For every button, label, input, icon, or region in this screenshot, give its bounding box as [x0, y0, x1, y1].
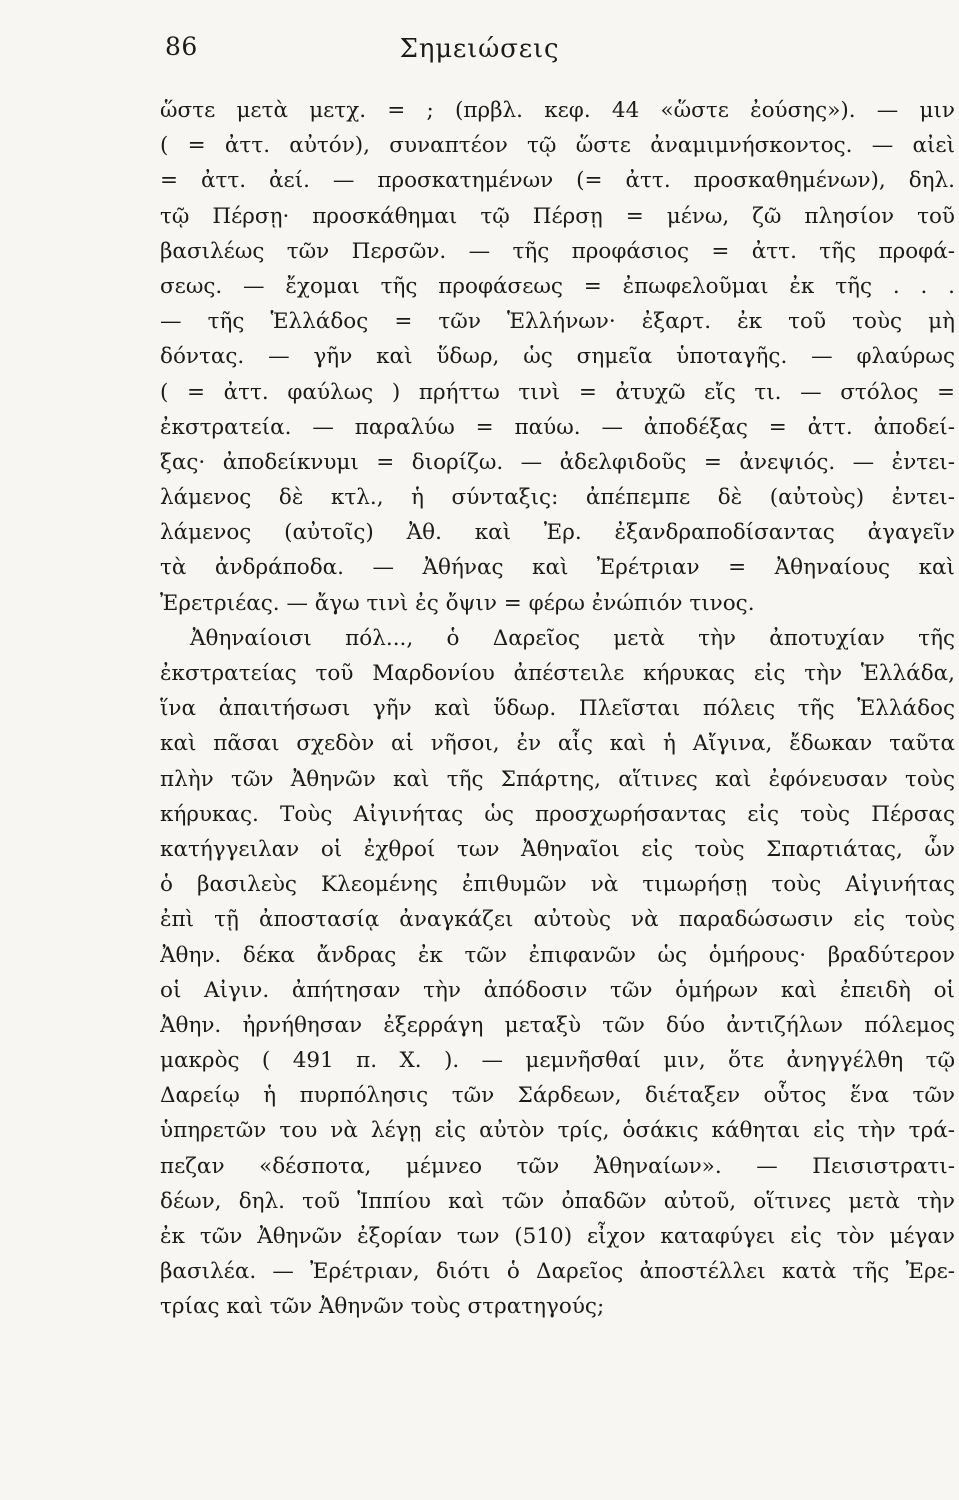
- text-line: σεως. — ἔχομαι τῆς προφάσεως = ἐπωφελοῦμαι ἐκ τῆς . . .: [160, 273, 955, 299]
- text-line: ἐπὶ τῇ ἀποστασίᾳ ἀναγκάζει αὐτοὺς νὰ παραδώσωσιν εἰς τοὺς: [160, 907, 955, 933]
- text-line: ἐκστρατείας τοῦ Μαρδονίου ἀπέστειλε κήρυκας εἰς τὴν Ἑλλάδα,: [160, 661, 955, 686]
- text-line: ἐκ τῶν Ἀθηνῶν ἐξορίαν των (510) εἶχον καταφύγει εἰς τὸν μέγαν: [160, 1224, 955, 1249]
- text-line: ( = ἀττ. φαύλως ) πρήττω τινὶ = ἀτυχῶ εἴς τι. — στόλος =: [160, 379, 955, 405]
- text-line: δόντας. — γῆν καὶ ὕδωρ, ὡς σημεῖα ὑποταγῆς. — φλαύρως: [160, 344, 955, 370]
- text-line: ( = ἀττ. αὐτόν), συναπτέον τῷ ὥστε ἀναμιμνήσκοντος. — αἰεὶ: [160, 133, 955, 159]
- text-line: βασιλέα. — Ἐρέτριαν, διότι ὁ Δαρεῖος ἀποστέλλει κατὰ τῆς Ἐρε-: [160, 1259, 955, 1285]
- text-line: μακρὸς ( 491 π. Χ. ). — μεμνῆσθαί μιν, ὅτε ἀνηγγέλθη τῷ: [160, 1048, 955, 1074]
- text-line: ὑπηρετῶν του νὰ λέγῃ εἰς αὐτὸν τρίς, ὁσάκις κάθηται εἰς τὴν τρά-: [160, 1118, 955, 1144]
- text-line: Δαρείῳ ἡ πυρπόλησις τῶν Σάρδεων, διέταξεν οὗτος ἕνα τῶν: [160, 1083, 955, 1109]
- text-line: βασιλέως τῶν Περσῶν. — τῆς προφάσιος = ἀττ. τῆς προφά-: [160, 238, 955, 264]
- text-line: κήρυκας. Τοὺς Αἰγινήτας ὡς προσχωρήσαντας εἰς τοὺς Πέρσας: [160, 801, 955, 827]
- page-header: [0, 28, 959, 68]
- text-line: ὥστε μετὰ μετχ. = ; (πρβλ. κεφ. 44 «ὥστε ἐούσης»). — μιν: [160, 98, 955, 123]
- text-line: ἐκστρατεία. — παραλύω = παύω. — ἀποδέξας = ἀττ. ἀποδεί-: [160, 414, 955, 440]
- text-line: καὶ πᾶσαι σχεδὸν αἱ νῆσοι, ἐν αἷς καὶ ἡ Αἴγινα, ἔδωκαν ταῦτα: [160, 731, 955, 757]
- text-line: λάμενος (αὐτοῖς) Ἀθ. καὶ Ἐρ. ἐξανδραποδίσαντας ἀγαγεῖν: [160, 520, 955, 546]
- notes-text-block: [160, 93, 955, 1325]
- running-title: Σημειώσεις: [399, 34, 560, 64]
- text-line: Ἐρετριέας. — ἄγω τινὶ ἐς ὄψιν = φέρω ἐνώπιόν τινος.: [160, 590, 755, 616]
- text-line: τῷ Πέρσῃ· προσκάθημαι τῷ Πέρσῃ = μένω, ζῶ πλησίον τοῦ: [160, 203, 955, 229]
- text-line: ἵνα ἀπαιτήσωσι γῆν καὶ ὕδωρ. Πλεῖσται πόλεις τῆς Ἑλλάδος: [160, 696, 955, 722]
- text-line: οἱ Αἰγιν. ἀπήτησαν τὴν ἀπόδοσιν τῶν ὁμήρων καὶ ἐπειδὴ οἱ: [160, 977, 955, 1003]
- text-line: δέων, δηλ. τοῦ Ἱππίου καὶ τῶν ὀπαδῶν αὐτοῦ, οἵτινες μετὰ τὴν: [160, 1188, 955, 1214]
- text-line: Ἀθην. ἠρνήθησαν ἐξερράγη μεταξὺ τῶν δύο ἀντιζήλων πόλεμος: [160, 1012, 955, 1038]
- text-line: = ἀττ. ἀεί. — προσκατημένων (= ἀττ. προσκαθημένων), δηλ.: [160, 168, 955, 194]
- text-line: τὰ ἀνδράποδα. — Ἀθήνας καὶ Ἐρέτριαν = Ἀθηναίους καὶ: [160, 555, 955, 581]
- text-line: Ἀθην. δέκα ἄνδρας ἐκ τῶν ἐπιφανῶν ὡς ὁμήρους· βραδύτερον: [160, 942, 955, 968]
- text-line: λάμενος δὲ κτλ., ἡ σύνταξις: ἀπέπεμπε δὲ (αὐτοὺς) ἐντει-: [160, 485, 955, 511]
- text-line: πλὴν τῶν Ἀθηνῶν καὶ τῆς Σπάρτης, αἵτινες καὶ ἐφόνευσαν τοὺς: [160, 766, 955, 792]
- text-line: τρίας καὶ τῶν Ἀθηνῶν τοὺς στρατηγούς;: [160, 1294, 605, 1320]
- page-number: 86: [165, 32, 198, 61]
- text-line: ὁ βασιλεὺς Κλεομένης ἐπιθυμῶν νὰ τιμωρήσῃ τοὺς Αἰγινήτας: [160, 872, 955, 898]
- text-line: ξας· ἀποδείκνυμι = διορίζω. — ἀδελφιδοῦς = ἀνεψιός. — ἐντει-: [160, 449, 955, 475]
- text-line: πεζαν «δέσποτα, μέμνεο τῶν Ἀθηναίων». — Πεισιστρατι-: [160, 1153, 955, 1179]
- text-line: — τῆς Ἑλλάδος = τῶν Ἑλλήνων· ἐξαρτ. ἐκ τοῦ τοὺς μὴ: [160, 309, 955, 335]
- text-line: Ἀθηναίοισι πόλ..., ὁ Δαρεῖος μετὰ τὴν ἀποτυχίαν τῆς: [190, 625, 955, 651]
- text-line: κατήγγειλαν οἱ ἐχθροί των Ἀθηναῖοι εἰς τοὺς Σπαρτιάτας, ὧν: [160, 836, 955, 862]
